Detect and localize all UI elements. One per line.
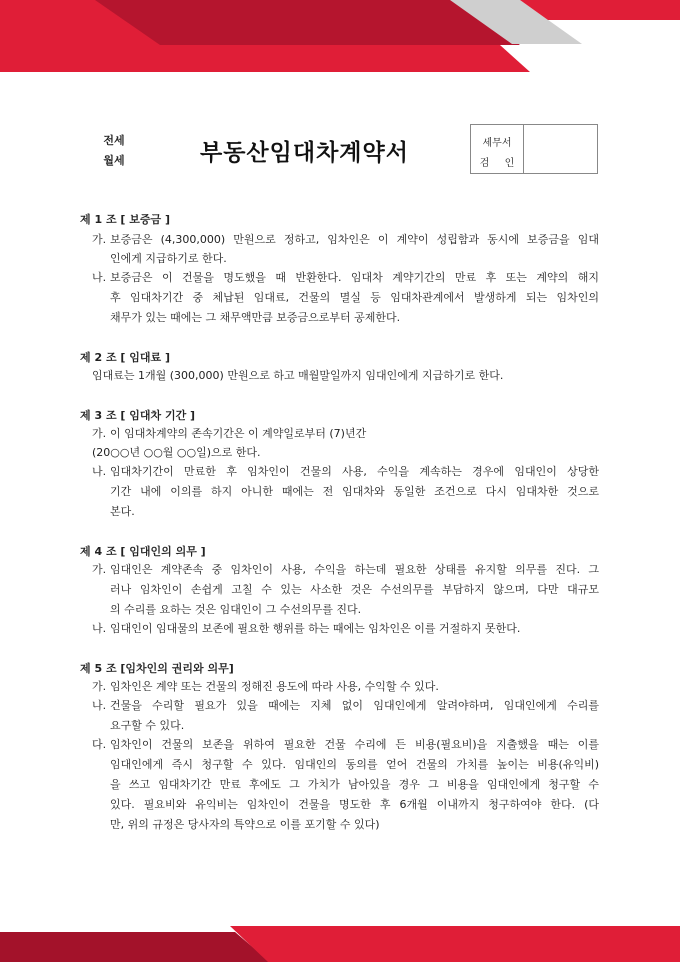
article-3-item-b-line2: 기간 내에 이의를 하지 아니한 때에는 전 임대차와 동일한 조건으로 다시 임대차한 것으로 — [110, 485, 599, 498]
article-4-item-a-line2: 러나 임차인이 손쉽게 고칠 수 있는 사소한 것은 수선의무를 부담하지 않으며, 다만 대규모 — [110, 583, 599, 596]
article-2-title: 제 2 조 [ 임대료 ] — [80, 351, 170, 364]
bottom-decoration — [0, 926, 680, 962]
document-title: 부동산임대차계약서 — [200, 140, 409, 166]
article-3-item-b-marker: 나. — [92, 465, 107, 478]
lease-type-jeonse: 전세 — [103, 134, 125, 147]
stamp-label-cell — [471, 125, 524, 173]
article-1-item-b-line3: 채무가 있는 때에는 그 채무액만큼 보증금으로부터 공제한다. — [110, 311, 401, 324]
article-3-item-b-line1: 임대차기간이 만료한 후 임차인이 건물의 사용, 수익을 계속하는 경우에 임대인이 상당한 — [110, 465, 599, 478]
bottom-red-band — [230, 926, 680, 962]
article-5-item-c-line2: 임대인에게 즉시 청구할 수 있다. 임대인의 동의를 얻어 건물의 가치를 높이는 비용(유익비) — [110, 758, 599, 771]
article-5-item-c-line1: 임차인이 건물의 보존을 위하여 필요한 건물 수리에 든 비용(필요비)을 지출했을 때는 이를 — [110, 738, 599, 751]
article-5-item-a-line1: 임차인은 계약 또는 건물의 정해진 용도에 따라 사용, 수익할 수 있다. — [110, 680, 439, 693]
article-5-item-b-line1: 건물을 수리할 필요가 있을 때에는 지체 없이 임대인에게 알려야하며, 임대인에게 수리를 — [110, 699, 599, 712]
article-4-item-b-line1: 임대인이 임대물의 보존에 필요한 행위를 하는 때에는 임차인은 이를 거절하지 못한다. — [110, 622, 521, 635]
article-3-period-line: (20○○년 ○○월 ○○일)으로 한다. — [92, 446, 261, 459]
article-3-item-a-line1: 이 임대차계약의 존속기간은 이 계약일로부터 (7)년간 — [110, 427, 367, 440]
stamp-area — [524, 125, 597, 173]
article-2-text: 임대료는 1개월 (300,000) 만원으로 하고 매월말일까지 임대인에게 지급하기로 한다. — [92, 369, 504, 382]
article-5-item-c-line5: 만, 위의 규정은 당사자의 특약으로 이를 포기할 수 있다) — [110, 818, 380, 831]
lease-type-wolse: 월세 — [103, 154, 125, 167]
article-3-item-b-line3: 본다. — [110, 505, 135, 518]
article-1-title: 제 1 조 [ 보증금 ] — [80, 213, 170, 226]
article-5-item-b-marker: 나. — [92, 699, 107, 712]
top-dark-red-band — [95, 0, 520, 45]
tax-office-stamp-box — [470, 124, 598, 174]
stamp-label-line2: 검 인 — [479, 158, 521, 169]
article-5-item-c-line3: 을 쓰고 임대차기간 만료 후에도 그 가치가 남아있을 경우 그 비용을 임대인에게 청구할 수 — [110, 778, 599, 791]
article-5-item-b-line2: 요구할 수 있다. — [110, 719, 185, 732]
top-decoration — [0, 0, 680, 80]
article-1-item-a-line1: 보증금은 (4,300,000) 만원으로 정하고, 임차인은 이 계약이 성립함과 동시에 보증금을 임대 — [110, 233, 599, 246]
article-1-item-b-line1: 보증금은 이 건물을 명도했을 때 반환한다. 임대차 계약기간의 만료 후 또는 계약의 해지 — [110, 271, 599, 284]
article-5-item-c-marker: 다. — [92, 738, 107, 751]
article-1-item-a-marker: 가. — [92, 233, 107, 246]
article-4-item-a-marker: 가. — [92, 563, 107, 576]
article-4-item-a-line3: 의 수리를 요하는 것은 임대인이 그 수선의무를 진다. — [110, 603, 362, 616]
article-5-title: 제 5 조 [임차인의 권리와 의무] — [80, 662, 234, 675]
top-right-red-band — [520, 0, 680, 20]
article-5-item-c-line4: 있다. 필요비와 유익비는 임차인이 건물을 명도한 후 6개월 이내까지 청구하여야 한다. (다 — [110, 798, 599, 811]
article-4-item-a-line1: 임대인은 계약존속 중 임차인이 사용, 수익을 하는데 필요한 상태를 유지할 의무를 진다. 그 — [110, 563, 599, 576]
article-4-title: 제 4 조 [ 임대인의 의무 ] — [80, 545, 206, 558]
article-3-item-a-marker: 가. — [92, 427, 107, 440]
article-1-item-b-line2: 후 임대차기간 중 체납된 임대료, 건물의 멸실 등 임대차관계에서 발생하게 되는 임차인의 — [110, 291, 599, 304]
article-5-item-a-marker: 가. — [92, 680, 107, 693]
article-1-item-a-line2: 인에게 지급하기로 한다. — [110, 252, 227, 265]
article-1-item-b-marker: 나. — [92, 271, 107, 284]
article-4-item-b-marker: 나. — [92, 622, 107, 635]
document-header — [0, 124, 680, 176]
stamp-label-line1: 세무서 — [482, 138, 512, 149]
bottom-dark-red-band — [0, 932, 270, 962]
article-3-title: 제 3 조 [ 임대차 기간 ] — [80, 409, 196, 422]
